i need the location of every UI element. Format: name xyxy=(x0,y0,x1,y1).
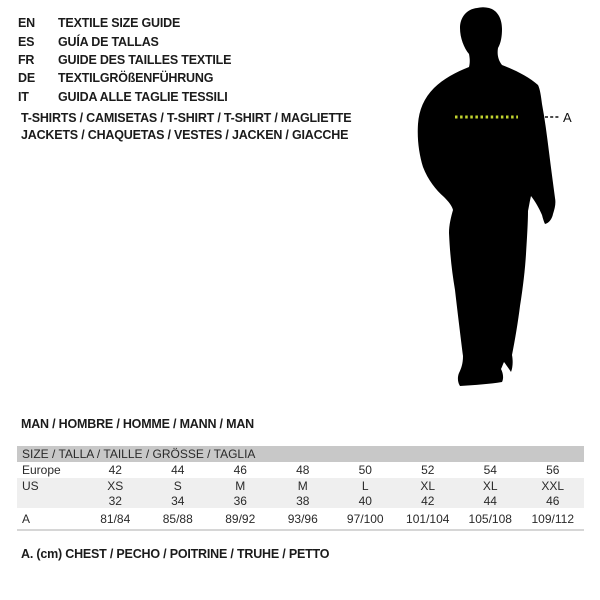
man-silhouette-shape xyxy=(418,7,556,386)
size-cell: 44 xyxy=(171,463,185,477)
measurement-footnote: A. (cm) CHEST / PECHO / POITRINE / TRUHE / PETTO xyxy=(21,547,330,561)
size-cell: 109/112 xyxy=(531,511,574,526)
size-cell: XS xyxy=(107,478,124,493)
language-list xyxy=(18,14,231,106)
size-cell: 32 xyxy=(108,493,122,508)
size-row-chest-a xyxy=(17,508,584,531)
size-cell: 50 xyxy=(358,463,372,477)
size-cell: XXL xyxy=(541,478,565,493)
size-row-label: US xyxy=(22,478,39,493)
size-row-label: A xyxy=(22,511,31,526)
size-cell: 46 xyxy=(546,493,560,508)
language-row-it xyxy=(18,88,231,106)
size-cell: 40 xyxy=(358,493,372,508)
size-cell: 46 xyxy=(233,463,247,477)
language-code: IT xyxy=(18,89,29,104)
size-cell: 38 xyxy=(296,493,310,508)
category-tshirts: T-SHIRTS / CAMISETAS / T-SHIRT / T-SHIRT / MAGLIETTE xyxy=(21,111,352,125)
language-row-fr xyxy=(18,51,231,69)
size-table xyxy=(17,446,584,531)
category-list xyxy=(21,110,351,144)
language-label: GUIDE DES TAILLES TEXTILE xyxy=(58,52,232,67)
language-row-de xyxy=(18,69,231,87)
section-title: MAN / HOMBRE / HOMME / MANN / MAN xyxy=(21,417,254,431)
size-cell: 42 xyxy=(108,463,122,477)
size-cell: 48 xyxy=(296,463,310,477)
size-cell: 54 xyxy=(483,463,497,477)
size-cell: 93/96 xyxy=(287,511,318,526)
language-label: TEXTILE SIZE GUIDE xyxy=(58,16,181,31)
size-cell: 89/92 xyxy=(225,511,256,526)
size-cell: M xyxy=(235,478,246,493)
size-row-uk xyxy=(17,493,584,508)
size-cell: 101/104 xyxy=(406,511,450,526)
size-cell: 105/108 xyxy=(468,511,512,526)
size-cell: 36 xyxy=(233,493,247,508)
language-code: EN xyxy=(18,16,35,31)
size-cell: 42 xyxy=(421,493,435,508)
size-cell: L xyxy=(361,478,369,493)
language-label: GUIDA ALLE TAGLIE TESSILI xyxy=(58,89,228,104)
size-cell: 52 xyxy=(421,463,435,477)
size-cell: M xyxy=(297,478,308,493)
size-cell: 97/100 xyxy=(346,511,384,526)
size-row-europe xyxy=(17,462,584,478)
language-label: TEXTILGRÖßENFÜHRUNG xyxy=(58,71,214,86)
size-cell: 34 xyxy=(171,493,185,508)
language-label: GUÍA DE TALLAS xyxy=(58,34,159,49)
size-row-us xyxy=(17,478,584,493)
size-cell: 44 xyxy=(483,493,497,508)
size-cell: 56 xyxy=(546,463,560,477)
language-row-en xyxy=(18,14,231,32)
language-code: ES xyxy=(18,34,35,49)
man-figure xyxy=(405,0,600,400)
size-cell: 85/88 xyxy=(162,511,193,526)
size-cell: XL xyxy=(482,478,498,493)
measure-label-a: A xyxy=(563,110,572,125)
language-row-es xyxy=(18,32,231,50)
size-cell: 81/84 xyxy=(100,511,131,526)
language-code: FR xyxy=(18,52,35,67)
category-jackets: JACKETS / CHAQUETAS / VESTES / JACKEN / GIACCHE xyxy=(21,128,349,142)
size-cell: XL xyxy=(420,478,436,493)
language-code: DE xyxy=(18,71,35,86)
size-row-label: Europe xyxy=(22,463,61,477)
size-table-header: SIZE / TALLA / TAILLE / GRÖSSE / TAGLIA xyxy=(17,446,584,462)
size-cell: S xyxy=(173,478,182,493)
